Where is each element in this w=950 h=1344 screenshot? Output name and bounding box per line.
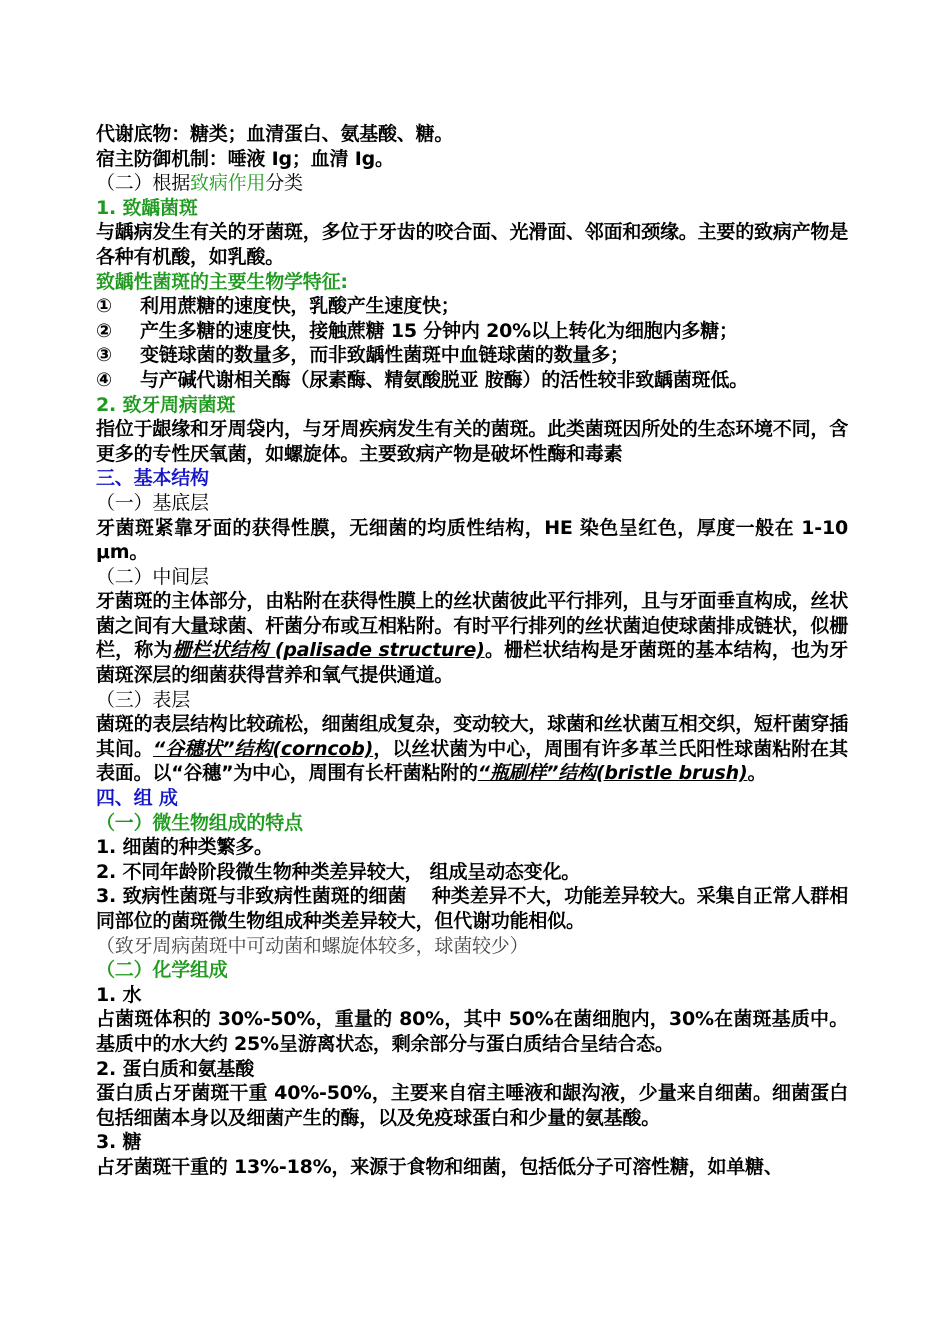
microbial-composition-heading: （一）微生物组成的特点 — [96, 811, 303, 834]
feature-item-3 — [96, 343, 848, 368]
protein-heading: 2. 蛋白质和氨基酸 — [96, 1057, 255, 1080]
surface-layer-text-b: ，以丝状菌为中心，周围有许多革兰氏阳性球菌粘附在其表面。以“谷穗”为中心，周围有长杆菌粘附的 — [96, 737, 848, 785]
surface-layer-paragraph — [96, 712, 848, 786]
feature-text-4: 与产碱代谢相关酶（尿素酶、精氨酸脱亚 胺酶）的活性较非致龋菌斑低。 — [140, 368, 749, 391]
bristle-brush-term: “瓶刷样”结构(bristle brush) — [477, 762, 748, 785]
sugar-heading: 3. 糖 — [96, 1131, 142, 1154]
palisade-structure-term: 栅栏状结构 (palisade structure) — [172, 639, 485, 662]
feature-marker-2: ② — [96, 319, 112, 342]
feature-marker-3: ③ — [96, 344, 112, 367]
basal-layer-heading: （一）基底层 — [96, 491, 209, 514]
feature-item-1 — [96, 294, 848, 319]
composition-heading: 四、组 成 — [96, 787, 178, 810]
composition-point-2: 2. 不同年龄阶段微生物种类差异较大， 组成呈动态变化。 — [96, 860, 581, 883]
host-defense-line: 宿主防御机制：唾液 Ig；血清 Ig。 — [96, 147, 394, 170]
middle-layer-paragraph — [96, 589, 848, 687]
perio-plaque-heading: 2. 致牙周病菌斑 — [96, 393, 236, 416]
feature-marker-1: ① — [96, 295, 112, 318]
composition-point-3: 3. 致病性菌斑与非致病性菌斑的细菌 种类差异不大，功能差异较大。采集自正常人群相同部位的菌斑微生物组成种类差异较大，但代谢功能相似。 — [96, 885, 848, 932]
sugar-paragraph: 占牙菌斑干重的 13%-18%，来源于食物和细菌，包括低分子可溶性糖，如单糖、 — [96, 1155, 783, 1178]
perio-plaque-paragraph: 指位于龈缘和牙周袋内，与牙周疾病发生有关的菌斑。此类菌斑因所处的生态环境不同，含更多的专性厌氧菌，如螺旋体。主要致病产物是破坏性酶和毒素 — [96, 418, 849, 465]
middle-layer-heading: （二）中间层 — [96, 565, 209, 588]
classification-suffix: 分类 — [265, 172, 303, 195]
feature-item-2 — [96, 319, 848, 344]
feature-marker-4: ④ — [96, 368, 112, 391]
basic-structure-heading: 三、基本结构 — [96, 467, 209, 490]
middle-layer-text-a: 牙菌斑的主体部分，由粘附在获得性膜上的丝状菌彼此平行排列，且与牙面垂直构成，丝状菌之间有大量球菌、杆菌分布或互相粘附。有时平行排列的丝状菌迫使球菌排成链状，似栅栏，称为 — [96, 590, 849, 662]
surface-layer-text-c: 。 — [747, 762, 767, 785]
chemical-composition-heading: （二）化学组成 — [96, 959, 228, 982]
protein-paragraph: 蛋白质占牙菌斑干重 40%-50%，主要来自宿主唾液和龈沟液，少量来自细菌。细菌蛋白包括细菌本身以及细菌产生的酶，以及免疫球蛋白和少量的氨基酸。 — [96, 1082, 848, 1129]
feature-item-4 — [96, 368, 848, 393]
surface-layer-text-a: 菌斑的表层结构比较疏松，细菌组成复杂，变动较大，球菌和丝状菌互相交织，短杆菌穿插其间。 — [96, 713, 849, 760]
classification-keyword: 致病作用 — [190, 172, 266, 195]
caries-plaque-heading: 1. 致龋菌斑 — [96, 196, 198, 219]
caries-plaque-paragraph: 与龋病发生有关的牙菌斑，多位于牙齿的咬合面、光滑面、邻面和颈缘。主要的致病产物是各种有机酸，如乳酸。 — [96, 221, 849, 268]
feature-text-2: 产生多糖的速度快，接触蔗糖 15 分钟内 20%以上转化为细胞内多糖； — [140, 319, 738, 342]
document-page — [96, 122, 848, 1180]
feature-text-1: 利用蔗糖的速度快，乳酸产生速度快； — [140, 295, 460, 318]
metabolic-substrate-line: 代谢底物：糖类；血清蛋白、氨基酸、糖。 — [96, 123, 454, 145]
classification-heading — [96, 171, 848, 196]
basal-layer-paragraph: 牙菌斑紧靠牙面的获得性膜，无细菌的均质性结构，HE 染色呈红色，厚度一般在 1-10 μm。 — [96, 516, 848, 564]
water-heading: 1. 水 — [96, 983, 142, 1006]
caries-features-heading: 致龋性菌斑的主要生物学特征: — [96, 270, 348, 293]
middle-layer-text-b: 。栅栏状结构是牙菌斑的基本结构，也为牙菌斑深层的细菌获得营养和氧气提供通道。 — [96, 639, 849, 687]
feature-text-3: 变链球菌的数量多，而非致龋性菌斑中血链球菌的数量多； — [140, 344, 629, 367]
composition-point-1: 1. 细菌的种类繁多。 — [96, 836, 273, 859]
corncob-term: “谷穗状”结构(corncob) — [152, 737, 374, 760]
water-paragraph: 占菌斑体积的 30%-50%，重量的 80%，其中 50%在菌细胞内，30%在菌斑基质中。基质中的水大约 25%呈游离状态，剩余部分与蛋白质结合呈结合态。 — [96, 1008, 848, 1055]
surface-layer-heading: （三）表层 — [96, 688, 191, 711]
classification-prefix: （二）根据 — [96, 172, 191, 195]
composition-note: （致牙周病菌斑中可动菌和螺旋体较多，球菌较少） — [96, 934, 529, 957]
